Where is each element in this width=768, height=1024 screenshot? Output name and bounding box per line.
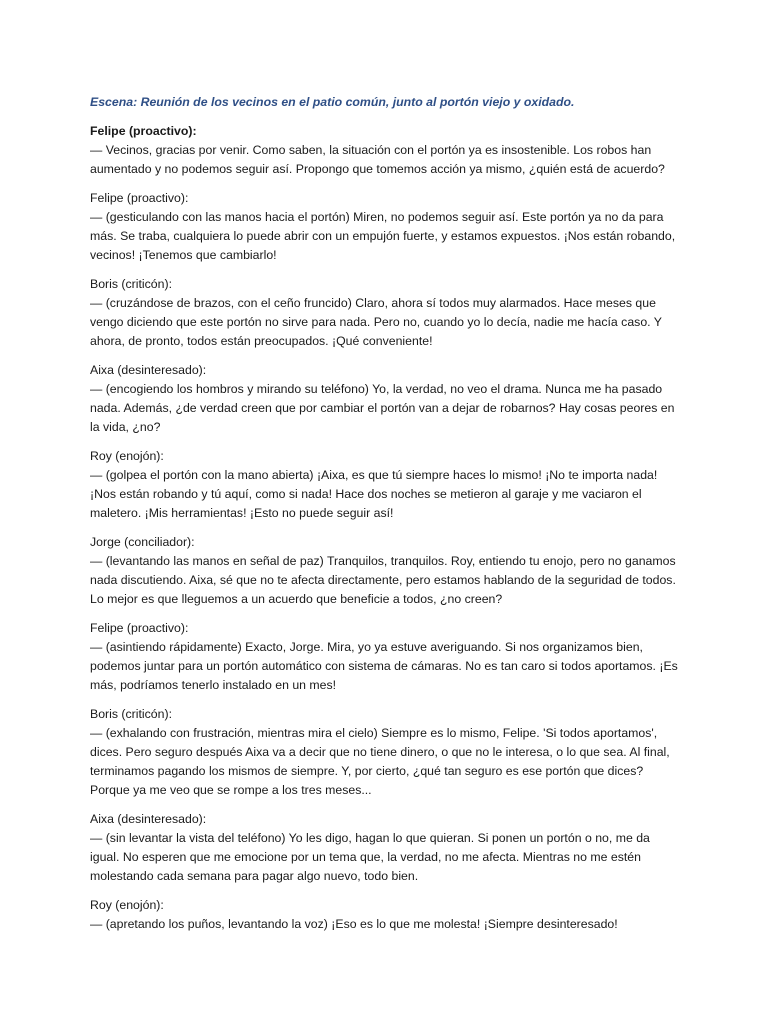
speaker-name: Felipe (proactivo): [90,124,197,138]
scene-heading: Escena: Reunión de los vecinos en el patio común, junto al portón viejo y oxidado. [90,95,575,109]
dialogue-block [90,533,680,609]
speaker-name: Aixa (desinteresado): [90,812,207,826]
dialogue-line: — (asintiendo rápidamente) Exacto, Jorge. Mira, yo ya estuve averiguando. Si nos organizamos bien, podemos juntar para un portón automático con sistema de cámaras. No es tan caro si todos aportamos. ¡Es más, podríamos tenerlo instalado en un mes! [90,640,678,692]
dialogue-block [90,896,680,934]
speaker-name: Roy (enojón): [90,898,164,912]
dialogue-line: — (gesticulando con las manos hacia el portón) Miren, no podemos seguir así. Este portón ya no da para más. Se traba, cualquiera lo puede abrir con un empujón fuerte, y estamos expuestos. ¡Nos están robando, vecinos! ¡Tenemos que cambiarlo! [90,210,676,262]
dialogue-block [90,189,680,265]
dialogue-line: — (levantando las manos en señal de paz) Tranquilos, tranquilos. Roy, entiendo tu enojo, pero no ganamos nada discutiendo. Aixa, sé que no te afecta directamente, pero estamos hablando de la seguridad de todos. Lo mejor es que lleguemos a un acuerdo que beneficie a todos, ¿no creen? [90,554,676,606]
dialogue-line: — (exhalando con frustración, mientras mira el cielo) Siempre es lo mismo, Felipe. 'Si todos aportamos', dices. Pero seguro después Aixa va a decir que no tiene dinero, o que no le interesa, o lo que sea. Al final, terminamos pagando los mismos de siempre. Y, por cierto, ¿qué tan seguro es ese portón que dices? Porque ya me veo que se rompe a los tres meses... [90,726,670,797]
dialogue-line: — (golpea el portón con la mano abierta) ¡Aixa, es que tú siempre haces lo mismo! ¡No te importa nada! ¡Nos están robando y tú aquí, como si nada! Hace dos noches se metieron al garaje y me vaciaron el maletero. ¡Mis herramientas! ¡Esto no puede seguir así! [90,468,658,520]
dialogue-block [90,705,680,800]
speaker-name: Jorge (conciliador): [90,535,195,549]
dialogue-block [90,447,680,523]
dialogue-line: — (sin levantar la vista del teléfono) Yo les digo, hagan lo que quieran. Si ponen un portón o no, me da igual. No esperen que me emocione por un tema que, la verdad, no me afecta. Mientras no me estén molestando cada semana para pagar algo nuevo, todo bien. [90,831,650,883]
speaker-name: Boris (criticón): [90,707,172,721]
dialogue-block [90,122,680,179]
speaker-name: Aixa (desinteresado): [90,363,207,377]
dialogue-line: — (apretando los puños, levantando la voz) ¡Eso es lo que me molesta! ¡Siempre desinteresado! [90,917,618,931]
speaker-name: Roy (enojón): [90,449,164,463]
dialogue-block [90,619,680,695]
dialogue-block [90,275,680,351]
dialogue-block [90,361,680,437]
speaker-name: Felipe (proactivo): [90,621,189,635]
dialogue-line: — (encogiendo los hombros y mirando su teléfono) Yo, la verdad, no veo el drama. Nunca me ha pasado nada. Además, ¿de verdad creen que por cambiar el portón van a dejar de robarnos? Hay cosas peores en la vida, ¿no? [90,382,675,434]
document-content [90,93,680,944]
speaker-name: Boris (criticón): [90,277,172,291]
dialogue-line: — Vecinos, gracias por venir. Como saben, la situación con el portón ya es insostenible. Los robos han aumentado y no podemos seguir así. Propongo que tomemos acción ya mismo, ¿quién está de acuerdo? [90,143,665,176]
speaker-name: Felipe (proactivo): [90,191,189,205]
dialogue-block [90,810,680,886]
dialogue-line: — (cruzándose de brazos, con el ceño fruncido) Claro, ahora sí todos muy alarmados. Hace meses que vengo diciendo que este portón no sirve para nada. Pero no, cuando yo lo decía, nadie me hacía caso. Y ahora, de pronto, todos están preocupados. ¡Qué conveniente! [90,296,662,348]
